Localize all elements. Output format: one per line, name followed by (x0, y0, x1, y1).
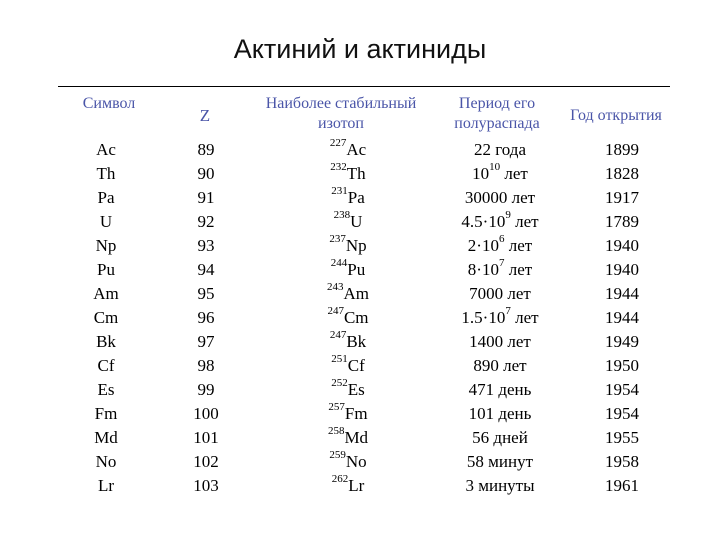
half-life-base: 8·10 (467, 260, 499, 279)
isotope-symbol: No (345, 452, 367, 471)
atomic-number: 90 (197, 164, 215, 183)
atomic-number: 101 (193, 428, 219, 447)
isotope-symbol: Bk (346, 332, 367, 351)
half-life-exponent: 9 (505, 209, 511, 221)
element-symbol: Pa (97, 188, 115, 207)
isotope-mass-number: 227 (329, 137, 347, 149)
element-symbol: Bk (96, 332, 116, 351)
stable-isotope (260, 450, 436, 474)
half-life (436, 234, 564, 258)
atomic-number: 95 (197, 284, 215, 303)
isotope-symbol: U (350, 212, 363, 231)
half-life (436, 402, 564, 426)
isotope-symbol: Th (346, 164, 366, 183)
half-life (436, 138, 564, 162)
half-life-exponent: 7 (505, 305, 511, 317)
table-row (60, 234, 680, 258)
element-symbol: Th (96, 164, 116, 183)
table-row (60, 354, 680, 378)
stable-isotope (260, 162, 436, 186)
header-divider (58, 86, 670, 87)
atomic-number: 102 (193, 452, 219, 471)
header-halflife (434, 94, 560, 134)
page-title: Актиний и актиниды (233, 34, 487, 64)
stable-isotope (260, 354, 436, 378)
discovery-year: 1961 (605, 476, 639, 495)
discovery-year: 1917 (605, 188, 639, 207)
atomic-number: 89 (197, 140, 215, 159)
header-halflife-line1: Период его (458, 95, 536, 112)
half-life-exponent: 6 (498, 233, 505, 245)
isotope-symbol: Pa (347, 188, 365, 207)
half-life-unit: лет (510, 212, 539, 231)
table-row (60, 426, 680, 450)
half-life-base: 1400 лет (469, 332, 531, 351)
half-life-base: 58 минут (466, 452, 534, 471)
stable-isotope (260, 330, 436, 354)
isotope-symbol: Md (344, 428, 369, 447)
isotope-symbol: Am (343, 284, 369, 303)
isotope-mass-number: 231 (331, 185, 348, 197)
stable-isotope (260, 258, 436, 282)
isotope-mass-number: 262 (331, 473, 349, 485)
discovery-year: 1958 (605, 452, 639, 471)
isotope-mass-number: 238 (333, 209, 351, 221)
atomic-number: 98 (197, 356, 215, 375)
isotope-symbol: Pu (347, 260, 366, 279)
stable-isotope (260, 306, 436, 330)
half-life-base: 56 дней (472, 428, 528, 447)
stable-isotope (260, 234, 436, 258)
half-life-unit: лет (504, 236, 533, 255)
table-row (60, 210, 680, 234)
header-year-label: Год открытия (570, 107, 662, 124)
table-row (60, 138, 680, 162)
isotope-mass-number: 243 (327, 281, 344, 293)
isotope-mass-number: 251 (331, 353, 348, 365)
isotope-mass-number: 247 (329, 329, 347, 341)
isotope-mass-number: 232 (330, 161, 347, 173)
half-life-unit: лет (500, 164, 528, 183)
stable-isotope (260, 426, 436, 450)
header-z-label: Z (199, 106, 211, 125)
stable-isotope (260, 210, 436, 234)
header-z (180, 106, 230, 126)
table-row (60, 186, 680, 210)
element-symbol: Md (94, 428, 118, 447)
element-symbol: Cm (93, 308, 119, 327)
isotope-symbol: Ac (346, 140, 367, 159)
header-year (558, 106, 674, 126)
half-life-unit: лет (510, 308, 539, 327)
element-symbol: Am (93, 284, 119, 303)
isotope-symbol: Cm (343, 308, 369, 327)
table-row (60, 474, 680, 498)
discovery-year: 1954 (605, 404, 639, 423)
isotope-symbol: Np (345, 236, 367, 255)
half-life (436, 306, 564, 330)
discovery-year: 1789 (605, 212, 639, 231)
element-symbol: No (95, 452, 117, 471)
atomic-number: 96 (197, 308, 215, 327)
half-life (436, 186, 564, 210)
isotope-symbol: Cf (347, 356, 365, 375)
element-symbol: Pu (97, 260, 115, 279)
header-isotope-line2: изотоп (318, 115, 364, 132)
isotope-mass-number: 247 (327, 305, 344, 317)
table-row (60, 162, 680, 186)
atomic-number: 97 (197, 332, 215, 351)
discovery-year: 1950 (605, 356, 639, 375)
discovery-year: 1949 (605, 332, 639, 351)
half-life-base: 4.5·10 (461, 212, 506, 231)
actinides-table (60, 138, 680, 498)
discovery-year: 1940 (605, 236, 639, 255)
table-row (60, 306, 680, 330)
isotope-symbol: Es (347, 380, 365, 399)
actinides-table-body (60, 138, 680, 498)
element-symbol: Cf (97, 356, 115, 375)
element-symbol: U (99, 212, 113, 231)
stable-isotope (260, 474, 436, 498)
atomic-number: 93 (197, 236, 215, 255)
discovery-year: 1828 (605, 164, 639, 183)
half-life-base: 7000 лет (469, 284, 531, 303)
half-life (436, 378, 564, 402)
table-row (60, 258, 680, 282)
table-row (60, 330, 680, 354)
half-life-base: 1.5·10 (461, 308, 506, 327)
atomic-number: 94 (197, 260, 215, 279)
discovery-year: 1944 (605, 308, 639, 327)
header-symbol (64, 94, 154, 114)
table-row (60, 402, 680, 426)
isotope-mass-number: 258 (327, 425, 345, 437)
isotope-mass-number: 257 (328, 401, 345, 413)
isotope-mass-number: 237 (329, 233, 346, 245)
half-life (436, 162, 564, 186)
table-row (60, 378, 680, 402)
atomic-number: 91 (197, 188, 215, 207)
isotope-symbol: Fm (344, 404, 368, 423)
header-isotope (248, 94, 434, 134)
half-life-base: 10 (472, 164, 490, 183)
half-life (436, 258, 564, 282)
stable-isotope (260, 138, 436, 162)
half-life (436, 474, 564, 498)
header-halflife-line2: полураспада (454, 115, 540, 132)
discovery-year: 1954 (605, 380, 639, 399)
half-life-exponent: 7 (498, 257, 505, 269)
element-symbol: Ac (96, 140, 116, 159)
half-life-base: 2·10 (467, 236, 499, 255)
discovery-year: 1955 (605, 428, 639, 447)
half-life-base: 3 минуты (465, 476, 535, 495)
element-symbol: Es (97, 380, 115, 399)
half-life (436, 426, 564, 450)
atomic-number: 100 (193, 404, 219, 423)
table-row (60, 450, 680, 474)
half-life-base: 890 лет (473, 356, 527, 375)
header-isotope-line1: Наиболее стабильный (265, 95, 417, 112)
discovery-year: 1899 (605, 140, 639, 159)
discovery-year: 1944 (605, 284, 639, 303)
atomic-number: 103 (193, 476, 219, 495)
half-life-base: 101 день (468, 404, 532, 423)
isotope-mass-number: 244 (330, 257, 348, 269)
isotope-mass-number: 259 (329, 449, 346, 461)
half-life-base: 22 года (473, 140, 526, 159)
stable-isotope (260, 282, 436, 306)
atomic-number: 99 (197, 380, 215, 399)
table-row (60, 282, 680, 306)
element-symbol: Np (95, 236, 117, 255)
discovery-year: 1940 (605, 260, 639, 279)
element-symbol: Fm (94, 404, 118, 423)
half-life (436, 354, 564, 378)
half-life (436, 330, 564, 354)
stable-isotope (260, 378, 436, 402)
header-symbol-label: Символ (82, 95, 136, 112)
isotope-symbol: Lr (348, 476, 365, 495)
half-life-exponent: 10 (489, 161, 501, 173)
stable-isotope (260, 186, 436, 210)
atomic-number: 92 (197, 212, 215, 231)
element-symbol: Lr (97, 476, 115, 495)
stable-isotope (260, 402, 436, 426)
half-life (436, 210, 564, 234)
half-life-base: 30000 лет (464, 188, 536, 207)
half-life-base: 471 день (468, 380, 532, 399)
half-life (436, 282, 564, 306)
half-life-unit: лет (504, 260, 533, 279)
half-life (436, 450, 564, 474)
isotope-mass-number: 252 (331, 377, 348, 389)
